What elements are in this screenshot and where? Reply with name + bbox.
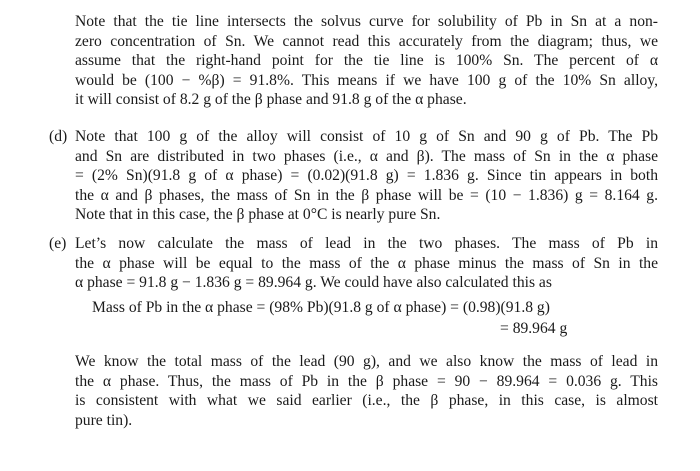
text-line: the α phase. Thus, the mass of Pb in the β phase = 90 − 89.964 = 0.036 g. This [75,372,658,390]
text-line: the α phase will be equal to the mass of the α phase minus the mass of Sn in the [75,254,658,272]
text-line: Note that in this case, the β phase at 0°C is nearly pure Sn. [75,206,441,224]
part-e-label: (e) [49,235,67,252]
text-line: is consistent with what we said earlier (i.e., the β phase, in this case, is almost [75,392,658,410]
part-e-followup-paragraph [75,352,658,430]
text-line: We know the total mass of the lead (90 g), and we also know the mass of lead in [75,353,658,370]
text-line: and Sn are distributed in two phases (i.e., α and β). The mass of Sn in the α phase [75,147,658,165]
part-e-paragraph [75,234,658,293]
text-line: the α and β phases, the mass of Sn in the β phase will be = (10 − 1.836) g = 8.164 g. [75,186,658,204]
part-d-label: (d) [49,128,68,145]
text-line: would be (100 − %β) = 91.8%. This means if we have 100 g of the 10% Sn alloy, [75,71,658,89]
text-line: it will consist of 8.2 g of the β phase and 91.8 g of the α phase. [75,91,467,109]
text-line: assume that the right-hand point for the tie line is 100% Sn. The percent of α [75,52,658,70]
text-line: α phase = 91.8 g − 1.836 g = 89.964 g. We could have also calculated this as [75,274,552,292]
text-line: zero concentration of Sn. We cannot read this accurately from the diagram; thus, we [75,32,658,50]
text-line: Note that the tie line intersects the solvus curve for solubility of Pb in Sn at a non- [75,13,658,30]
text-line: Let’s now calculate the mass of lead in the two phases. The mass of Pb in [75,235,658,252]
part-d-paragraph [75,127,658,225]
text-line: = (2% Sn)(91.8 g of α phase) = (0.02)(91.8 g) = 1.836 g. Since tin appears in both [75,167,658,185]
equation-line-1: Mass of Pb in the α phase = (98% Pb)(91.8 g of α phase) = (0.98)(91.8 g) [92,299,550,316]
equation-line-2: = 89.964 g [500,320,568,337]
text-line: pure tin). [75,411,133,429]
text-line: Note that 100 g of the alloy will consist of 10 g of Sn and 90 g of Pb. The Pb [75,128,658,145]
intro-paragraph [75,12,658,110]
